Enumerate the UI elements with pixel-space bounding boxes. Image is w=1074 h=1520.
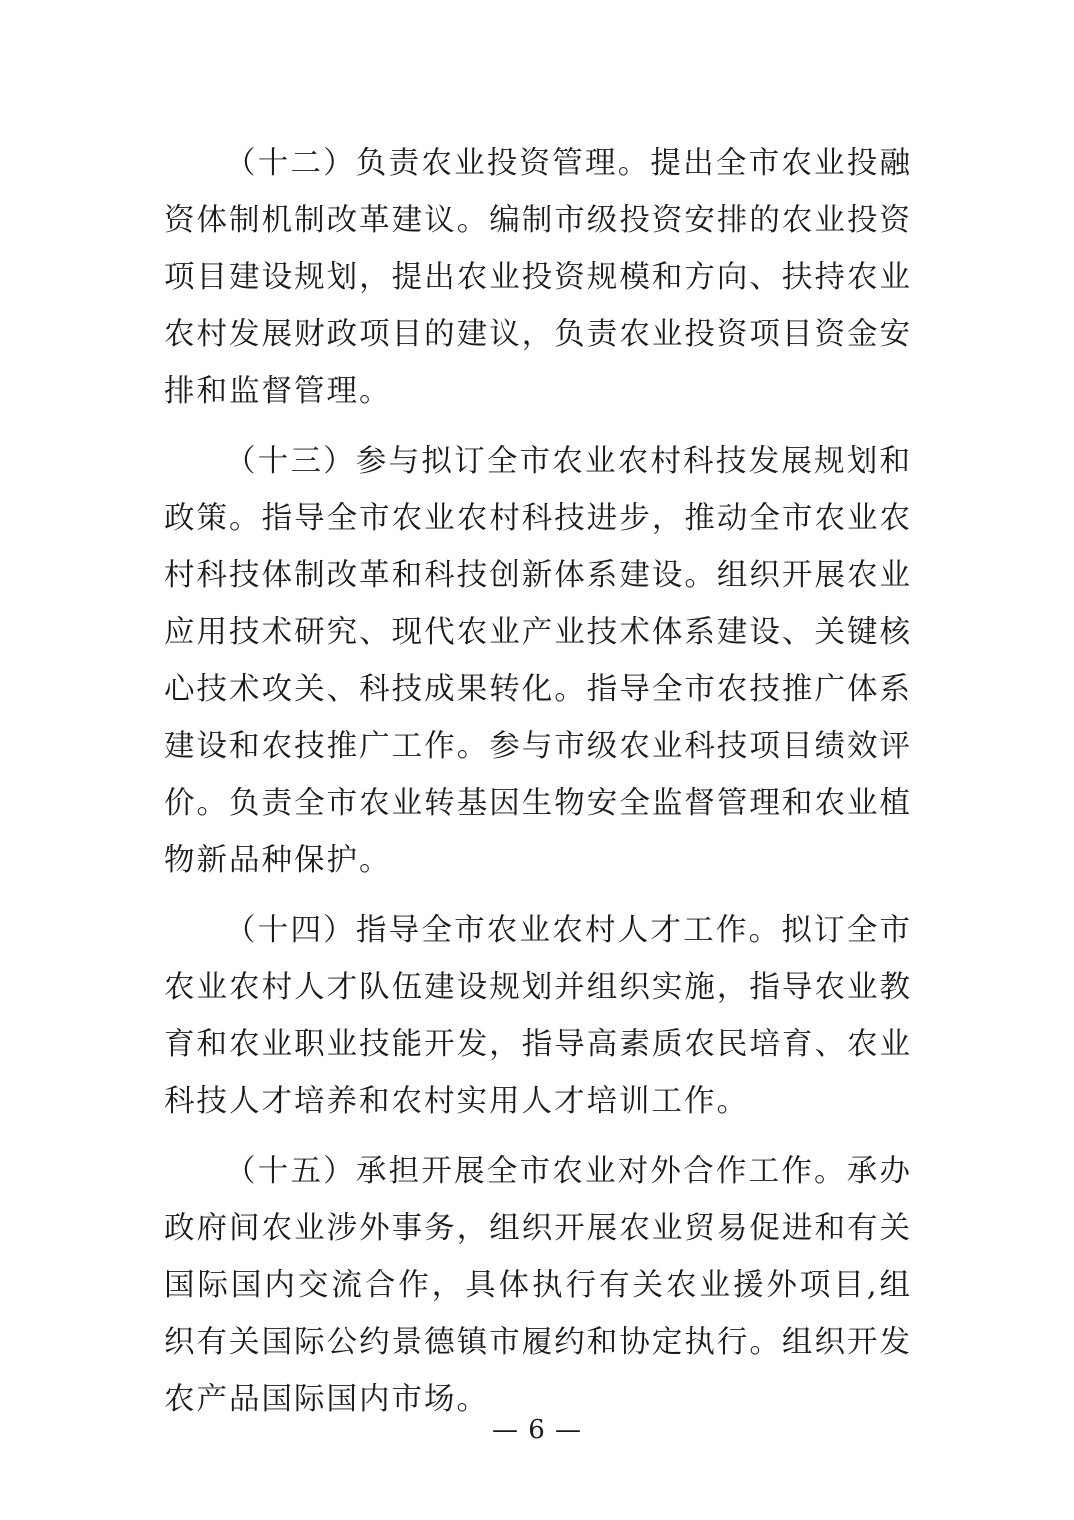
paragraph-item-13: （十三）参与拟订全市农业农村科技发展规划和政策。指导全市农业农村科技进步，推动全市农业农村科技体制改革和科技创新体系建设。组织开展农业应用技术研究、现代农业产业技术体系建设、关键核心技术攻关、科技成果转化。指导全市农技推广体系建设和农技推广工作。参与市级农业科技项目绩效评价。负责全市农业转基因生物安全监督管理和农业植物新品种保护。 [164,444,912,878]
paragraph-item-14: （十四）指导全市农业农村人才工作。拟订全市农业农村人才队伍建设规划并组织实施，指导农业教育和农业职业技能开发，指导高素质农民培育、农业科技人才培养和农村实用人才培训工作。 [164,913,912,1119]
paragraph-item-12: （十二）负责农业投资管理。提出全市农业投融资体制机制改革建议。编制市级投资安排的农业投资项目建设规划，提出农业投资规模和方向、扶持农业农村发展财政项目的建议，负责农业投资项目资金安排和监督管理。 [164,146,912,409]
paragraph-item-15: （十五）承担开展全市农业对外合作工作。承办政府间农业涉外事务，组织开展农业贸易促进和有关国际国内交流合作，具体执行有关农业援外项目,组织有关国际公约景德镇市履约和协定执行。组织开发农产品国际国内市场。 [164,1154,912,1417]
document-body [164,135,912,1441]
page-number: — 6 — [491,1415,583,1445]
